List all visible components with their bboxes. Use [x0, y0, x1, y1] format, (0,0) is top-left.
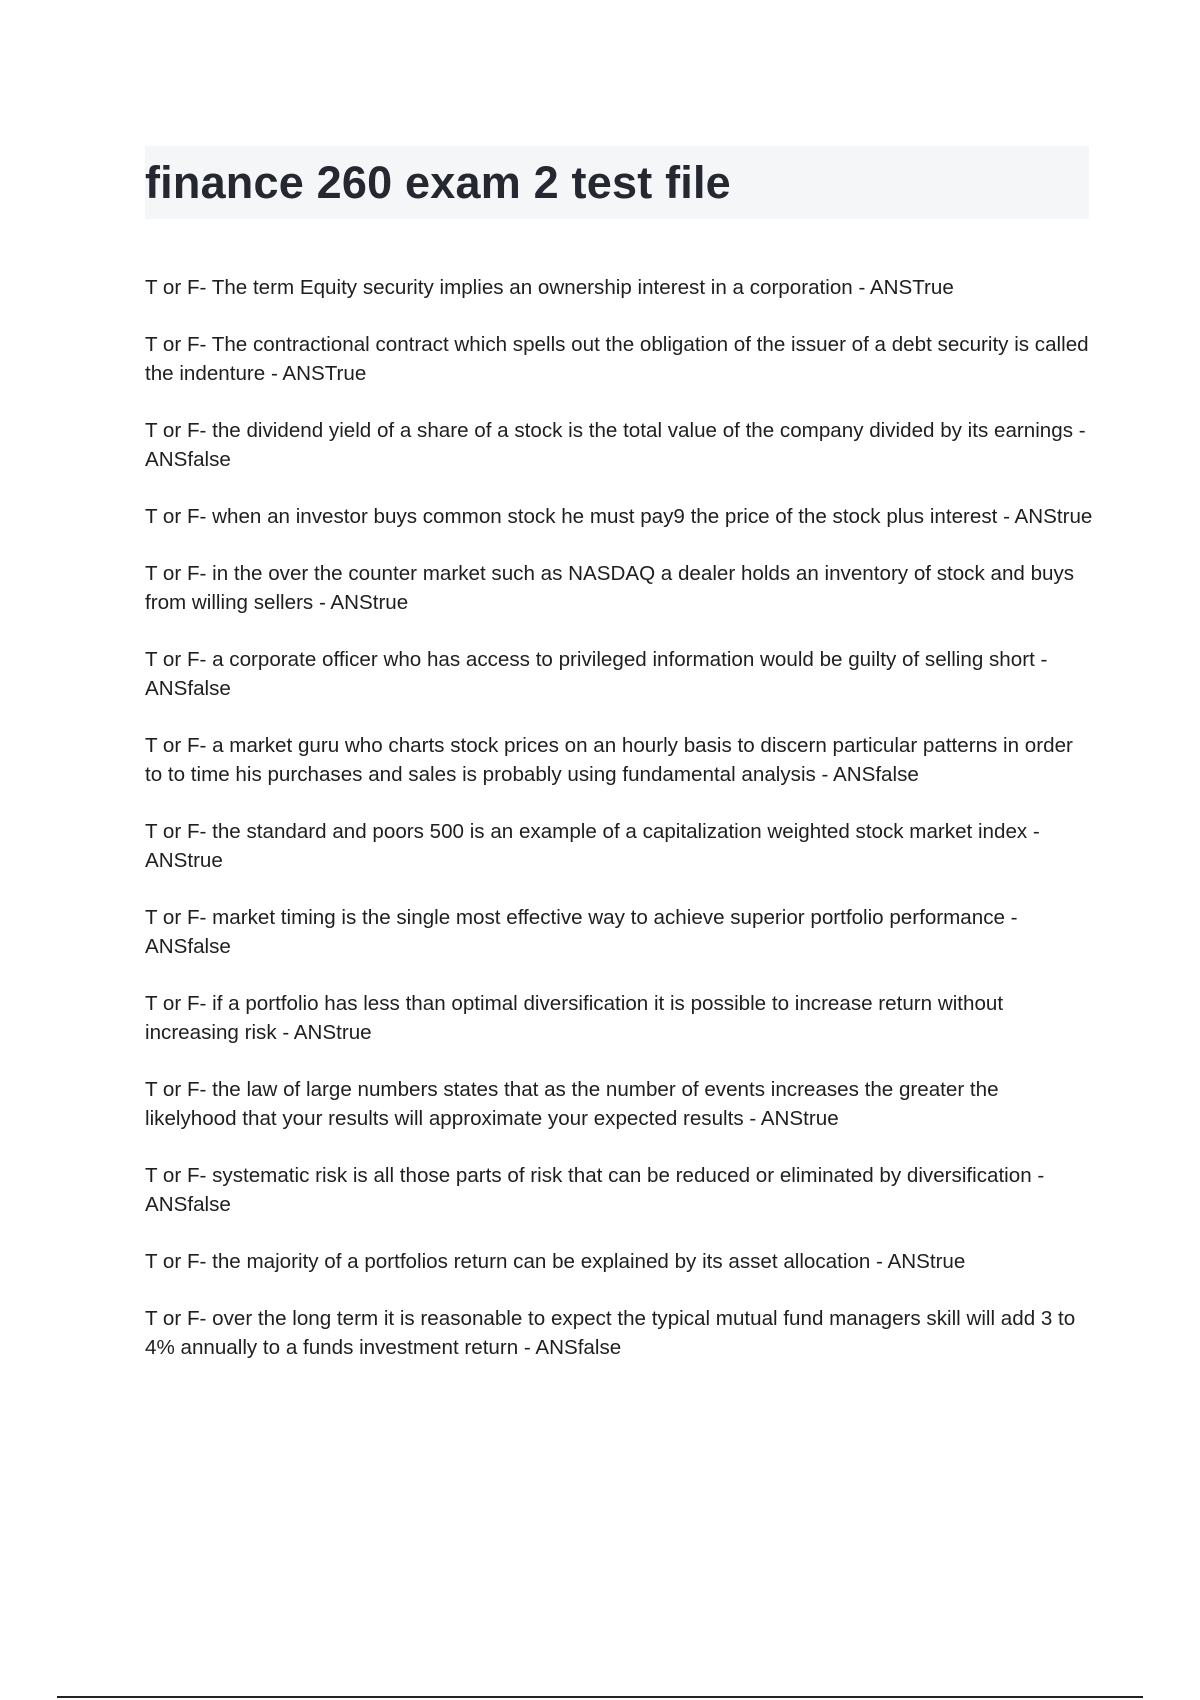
question-item: T or F- when an investor buys common stock he must pay9 the price of the stock plus interest - ANStrue — [145, 505, 1093, 528]
question-item: T or F- a market guru who charts stock prices on an hourly basis to discern particular patterns in order to to time his purchases and sales is probably using fundamental analysis - ANSfalse — [145, 734, 1073, 786]
document-title: finance 260 exam 2 test file — [145, 157, 731, 208]
title-band — [145, 146, 1089, 219]
question-item: T or F- The contractional contract which spells out the obligation of the issuer of a debt security is called the indenture - ANSTrue — [145, 333, 1089, 385]
question-item: T or F- systematic risk is all those parts of risk that can be reduced or eliminated by diversification - ANSfalse — [145, 1164, 1045, 1216]
question-list — [145, 273, 1095, 1390]
footer-divider — [57, 1696, 1143, 1698]
question-item: T or F- market timing is the single most effective way to achieve superior portfolio performance - ANSfalse — [145, 906, 1018, 958]
question-item: T or F- over the long term it is reasonable to expect the typical mutual fund managers skill will add 3 to 4% annually to a funds investment return - ANSfalse — [145, 1307, 1076, 1359]
question-item: T or F- the majority of a portfolios return can be explained by its asset allocation - ANStrue — [145, 1250, 966, 1273]
question-item: T or F- the standard and poors 500 is an example of a capitalization weighted stock market index - ANStrue — [145, 820, 1040, 872]
question-item: T or F- The term Equity security implies an ownership interest in a corporation - ANSTrue — [145, 276, 954, 299]
question-item: T or F- in the over the counter market such as NASDAQ a dealer holds an inventory of stock and buys from willing sellers - ANStrue — [145, 562, 1075, 614]
question-item: T or F- the law of large numbers states that as the number of events increases the greater the likelyhood that your results will approximate your expected results - ANStrue — [145, 1078, 999, 1130]
question-item: T or F- the dividend yield of a share of a stock is the total value of the company divided by its earnings - ANSfalse — [145, 419, 1086, 471]
question-item: T or F- if a portfolio has less than optimal diversification it is possible to increase return without increasing risk - ANStrue — [145, 992, 1004, 1044]
question-item: T or F- a corporate officer who has access to privileged information would be guilty of selling short - ANSfalse — [145, 648, 1048, 700]
